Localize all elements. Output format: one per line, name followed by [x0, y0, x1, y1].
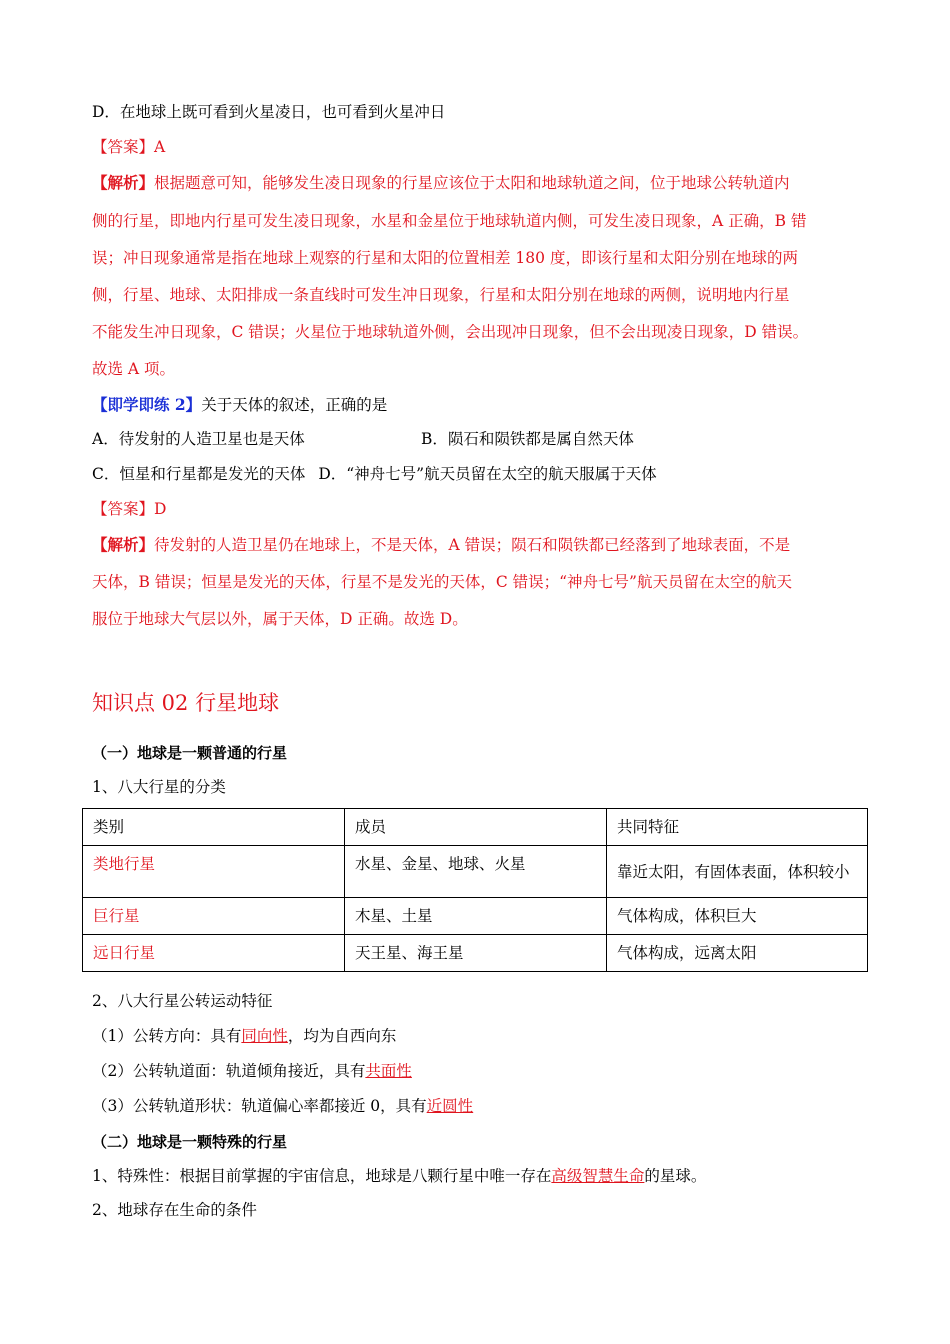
q2-option-c: C．恒星和行星都是发光的天体	[92, 465, 306, 483]
table-cell-features: 气体构成，远离太阳	[607, 935, 868, 972]
q1-analysis-line-6: 故选 A 项。	[92, 360, 176, 378]
special-text: 的星球。	[644, 1167, 707, 1185]
q1-analysis-line-1	[92, 172, 866, 194]
table-row	[83, 898, 868, 935]
table-cell-members: 天王星、海王星	[345, 935, 607, 972]
q1-analysis-line-4: 侧，行星、地球、太阳排成一条直线时可发生冲日现象，行星和太阳分别在地球的两侧，说明地内行星	[92, 286, 790, 304]
keyword-intelligent-life: 高级智慧生命	[551, 1167, 645, 1185]
answer-tag: 【答案】	[92, 500, 155, 518]
table-header-row	[83, 809, 868, 846]
feature-plane	[92, 1060, 866, 1082]
table-cell-members: 水星、金星、地球、火星	[345, 846, 607, 898]
subsection-title-1: （一）地球是一颗普通的行星	[92, 744, 288, 762]
table-cell-category: 远日行星	[83, 935, 345, 972]
q2-option-d: D．“神舟七号”航天员留在太空的航天服属于天体	[318, 465, 657, 483]
table-cell-features: 靠近太阳，有固体表面，体积较小	[607, 846, 868, 898]
q2-option-b: B．陨石和陨铁都是属自然天体	[421, 430, 634, 448]
keyword-near-circular: 近圆性	[426, 1097, 474, 1115]
feature-text: （1）公转方向：具有	[92, 1027, 242, 1045]
item-orbital-features: 2、八大行星公转运动特征	[92, 992, 273, 1010]
keyword-same-direction: 同向性	[241, 1027, 288, 1045]
q1-option-d: D．在地球上既可看到火星凌日，也可看到火星冲日	[92, 103, 446, 121]
special-text: 1、特殊性：根据目前掌握的宇宙信息，地球是八颗行星中唯一存在	[92, 1167, 552, 1185]
item-life-conditions: 2、地球存在生命的条件	[92, 1201, 257, 1219]
item-classification: 1、八大行星的分类	[92, 778, 226, 796]
item-special	[92, 1165, 866, 1187]
section-title: 知识点 02 行星地球	[92, 691, 280, 715]
q2-options-ab	[92, 428, 866, 450]
q2-stem: 关于天体的叙述，正确的是	[201, 396, 388, 414]
table-cell-members: 木星、土星	[345, 898, 607, 935]
analysis-tag: 【解析】	[92, 173, 155, 192]
feature-shape	[92, 1095, 866, 1117]
table-header-cell: 共同特征	[607, 809, 868, 846]
q2-answer	[92, 498, 866, 520]
q2-stem-line	[92, 394, 866, 416]
analysis-tag: 【解析】	[92, 535, 155, 554]
q2-option-a: A．待发射的人造卫星也是天体	[92, 430, 305, 448]
practice-tag: 【即学即练 2】	[92, 395, 202, 414]
table-cell-category: 类地行星	[83, 846, 345, 898]
q2-analysis-line-3: 服位于地球大气层以外，属于天体，D 正确。故选 D。	[92, 610, 468, 628]
q1-answer	[92, 136, 866, 158]
subsection-title-2: （二）地球是一颗特殊的行星	[92, 1133, 288, 1151]
feature-text: （2）公转轨道面：轨道倾角接近，具有	[92, 1062, 366, 1080]
table-row	[83, 846, 868, 898]
q2-options-cd	[92, 463, 866, 485]
feature-text: ，均为自西向东	[287, 1027, 397, 1045]
keyword-coplanar: 共面性	[365, 1062, 412, 1080]
table-header-cell: 类别	[83, 809, 345, 846]
q2-analysis-line-1	[92, 534, 866, 556]
table-header-cell: 成员	[345, 809, 607, 846]
planet-classification-table	[82, 808, 868, 972]
q1-analysis-line-5: 不能发生冲日现象，C 错误；火星位于地球轨道外侧，会出现冲日现象，但不会出现凌日现象，D 错误。	[92, 323, 809, 341]
answer-tag: 【答案】	[92, 138, 155, 156]
table-cell-category: 巨行星	[83, 898, 345, 935]
feature-direction	[92, 1025, 866, 1047]
analysis-text: 待发射的人造卫星仍在地球上，不是天体，A 错误；陨石和陨铁都已经落到了地球表面，不是	[154, 536, 791, 554]
answer-value: A	[154, 138, 166, 156]
q1-analysis-line-3: 误；冲日现象通常是指在地球上观察的行星和太阳的位置相差 180 度，即该行星和太阳分别在地球的两	[92, 249, 798, 267]
answer-value: D	[154, 500, 167, 518]
q2-analysis-line-2: 天体，B 错误；恒星是发光的天体，行星不是发光的天体，C 错误；“神舟七号”航天员留在太空的航天	[92, 573, 792, 591]
table-row	[83, 935, 868, 972]
analysis-text: 根据题意可知，能够发生凌日现象的行星应该位于太阳和地球轨道之间，位于地球公转轨道内	[154, 174, 790, 192]
q1-analysis-line-2: 侧的行星，即地内行星可发生凌日现象，水星和金星位于地球轨道内侧，可发生凌日现象，A 正确，B 错	[92, 212, 807, 230]
table-cell-features: 气体构成，体积巨大	[607, 898, 868, 935]
feature-text: （3）公转轨道形状：轨道偏心率都接近 0，具有	[92, 1097, 427, 1115]
